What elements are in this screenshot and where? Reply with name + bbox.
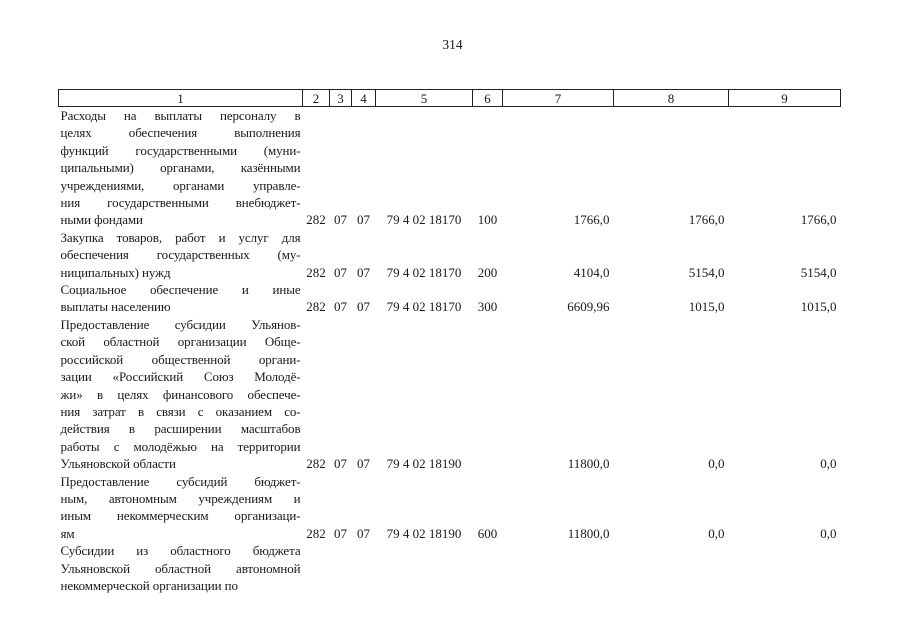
target-article-code: 79 4 02 18190 — [386, 525, 462, 541]
table-row — [59, 473, 841, 543]
table-body — [59, 107, 841, 595]
expense-type-code — [473, 542, 503, 594]
subsection-code: 07 — [357, 456, 370, 472]
amount-col-7 — [503, 542, 614, 594]
description-line: ными фондами — [60, 212, 143, 228]
ministry-code: 282 — [306, 212, 326, 228]
description-line: Субсидии из областного бюджета — [60, 543, 301, 559]
target-article-code — [376, 542, 473, 594]
target-article-code: 79 4 02 18170 — [386, 212, 462, 228]
description-line: учреждениями, органами управле- — [60, 177, 301, 193]
amount-col-9: 0,0 — [820, 525, 837, 541]
description-line: выплаты населению — [60, 299, 171, 315]
header-col-5: 5 — [376, 90, 473, 107]
description-line: ципальными) органами, казёнными — [60, 160, 301, 176]
description-line: ния затрат в связи с оказанием со- — [60, 403, 301, 419]
description-line: ской областной организации Обще- — [60, 334, 301, 350]
description-line: Социальное обеспечение и иные — [60, 282, 301, 298]
amount-col-7: 6609,96 — [567, 299, 610, 315]
description-line: Предоставление субсидии Ульянов- — [60, 316, 301, 332]
amount-col-8: 5154,0 — [688, 264, 725, 280]
table-row — [59, 542, 841, 594]
expense-type-code: 200 — [477, 264, 498, 280]
description-line: некоммерческой организации по — [60, 577, 238, 593]
row-description — [59, 107, 303, 229]
amount-col-9: 0,0 — [820, 456, 837, 472]
subsection-code: 07 — [357, 264, 370, 280]
expense-type-code: 600 — [477, 525, 498, 541]
header-col-1: 1 — [59, 90, 303, 107]
budget-table — [58, 89, 841, 594]
subsection-code — [352, 542, 376, 594]
header-col-6: 6 — [473, 90, 503, 107]
expense-type-code: 300 — [477, 299, 498, 315]
description-line: действия в расширении масштабов — [60, 421, 301, 437]
expense-type-code — [473, 316, 503, 473]
amount-col-9: 1766,0 — [800, 212, 837, 228]
description-line: ниципальных) нужд — [60, 264, 171, 280]
description-line: жи» в целях финансового обеспече- — [60, 386, 301, 402]
section-code — [330, 542, 352, 594]
ministry-code: 282 — [306, 456, 326, 472]
amount-col-8: 0,0 — [708, 456, 725, 472]
subsection-code: 07 — [357, 212, 370, 228]
amount-col-7: 11800,0 — [567, 456, 610, 472]
subsection-code: 07 — [357, 525, 370, 541]
section-code: 07 — [334, 299, 347, 315]
ministry-code: 282 — [306, 525, 326, 541]
section-code: 07 — [334, 525, 347, 541]
amount-col-7: 1766,0 — [573, 212, 610, 228]
description-line: целях обеспечения выполнения — [60, 125, 301, 141]
header-col-3: 3 — [330, 90, 352, 107]
amount-col-8: 1015,0 — [688, 299, 725, 315]
section-code: 07 — [334, 212, 347, 228]
section-code: 07 — [334, 264, 347, 280]
description-line: Предоставление субсидий бюджет- — [60, 473, 301, 489]
subsection-code: 07 — [357, 299, 370, 315]
amount-col-7: 11800,0 — [567, 525, 610, 541]
ministry-code — [303, 542, 330, 594]
target-article-code: 79 4 02 18170 — [386, 264, 462, 280]
header-col-2: 2 — [303, 90, 330, 107]
section-code: 07 — [334, 456, 347, 472]
description-line: ным, автономным учреждениям и — [60, 490, 301, 506]
ministry-code: 282 — [306, 264, 326, 280]
target-article-code: 79 4 02 18190 — [386, 456, 462, 472]
table-row — [59, 107, 841, 229]
table-row — [59, 316, 841, 473]
amount-col-7: 4104,0 — [573, 264, 610, 280]
description-line: функций государственными (муни- — [60, 142, 301, 158]
description-line: ния государственными внебюджет- — [60, 195, 301, 211]
row-description — [59, 473, 303, 543]
page-number: 314 — [442, 37, 463, 52]
row-description — [59, 281, 303, 316]
row-description — [59, 542, 303, 594]
description-line: Ульяновской областной автономной — [60, 560, 301, 576]
amount-col-8: 1766,0 — [688, 212, 725, 228]
table-row — [59, 281, 841, 316]
description-line: обеспечения государственных (му- — [60, 247, 301, 263]
description-line: российской общественной органи- — [60, 351, 301, 367]
amount-col-8: 0,0 — [708, 525, 725, 541]
row-description — [59, 229, 303, 281]
amount-col-9: 5154,0 — [800, 264, 837, 280]
ministry-code: 282 — [306, 299, 326, 315]
expense-type-code: 100 — [477, 212, 498, 228]
header-col-9: 9 — [729, 90, 841, 107]
target-article-code: 79 4 02 18170 — [386, 299, 462, 315]
row-description — [59, 316, 303, 473]
header-col-7: 7 — [503, 90, 614, 107]
description-line: работы с молодёжью на территории — [60, 438, 301, 454]
amount-col-9: 1015,0 — [800, 299, 837, 315]
description-line: зации «Российский Союз Молодё- — [60, 369, 301, 385]
header-col-8: 8 — [614, 90, 729, 107]
header-row — [59, 90, 841, 107]
description-line: Расходы на выплаты персоналу в — [60, 108, 301, 123]
amount-col-8 — [614, 542, 729, 594]
header-col-4: 4 — [352, 90, 376, 107]
description-line: иным некоммерческим организаци- — [60, 508, 301, 524]
description-line: ям — [60, 525, 75, 541]
table-row — [59, 229, 841, 281]
description-line: Ульяновской области — [60, 456, 176, 472]
amount-col-9 — [729, 542, 841, 594]
description-line: Закупка товаров, работ и услуг для — [60, 229, 301, 245]
